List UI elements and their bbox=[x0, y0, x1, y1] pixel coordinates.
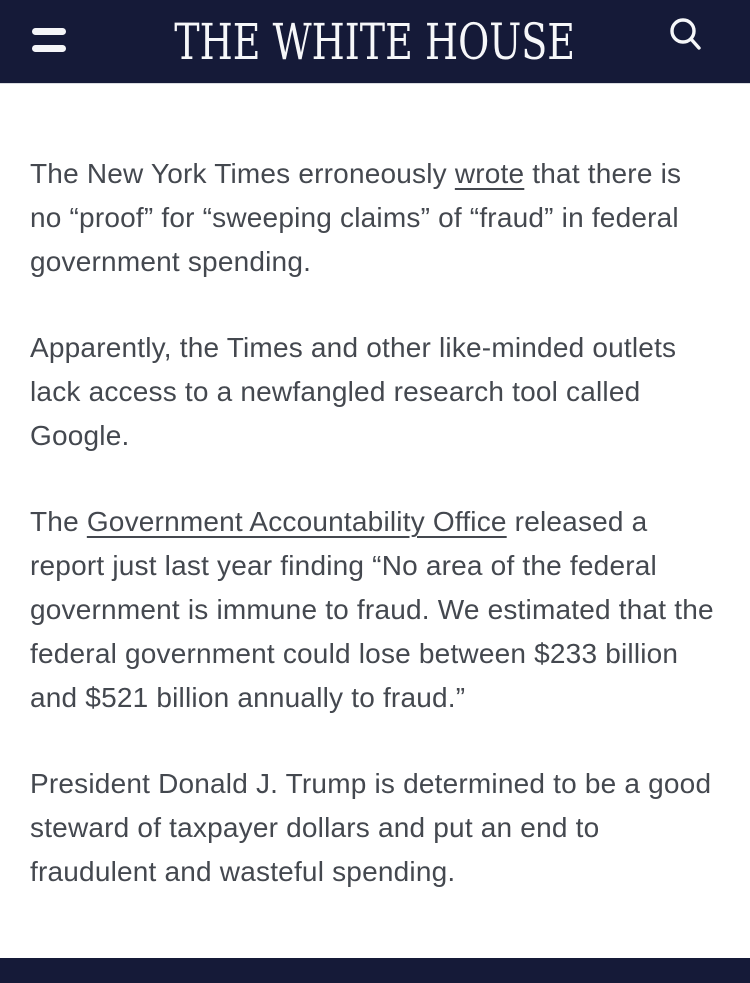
next-section-strip bbox=[0, 958, 750, 983]
inline-link[interactable]: Government Accountability Office bbox=[86, 506, 507, 537]
paragraph-text: The bbox=[30, 506, 87, 537]
site-title-text: THE WHITE HOUSE bbox=[174, 13, 576, 71]
paragraph-text: released a report just last year finding “No area of the federal government is immune to fraud. We estimated that the federal government could lose between $233 billion and $521 billion annually to fraud.” bbox=[30, 506, 714, 713]
article-paragraph bbox=[30, 326, 720, 458]
article-paragraph bbox=[30, 500, 720, 720]
article-paragraph bbox=[30, 762, 720, 894]
site-header bbox=[0, 0, 750, 84]
paragraph-text: The New York Times erroneously bbox=[30, 158, 455, 189]
inline-link[interactable]: wrote bbox=[454, 158, 525, 189]
article-paragraph bbox=[30, 152, 720, 284]
article bbox=[0, 84, 750, 958]
search-icon bbox=[666, 16, 706, 56]
site-title bbox=[0, 13, 750, 71]
search-button[interactable] bbox=[664, 14, 708, 58]
paragraph-text: President Donald J. Trump is determined to be a good steward of taxpayer dollars and put an end to fraudulent and wasteful spending. bbox=[30, 768, 712, 887]
paragraph-text: Apparently, the Times and other like-minded outlets lack access to a newfangled research tool called Google. bbox=[30, 332, 677, 451]
paragraph-text: that there is no “proof” for “sweeping claims” of “fraud” in federal government spending. bbox=[30, 158, 682, 277]
